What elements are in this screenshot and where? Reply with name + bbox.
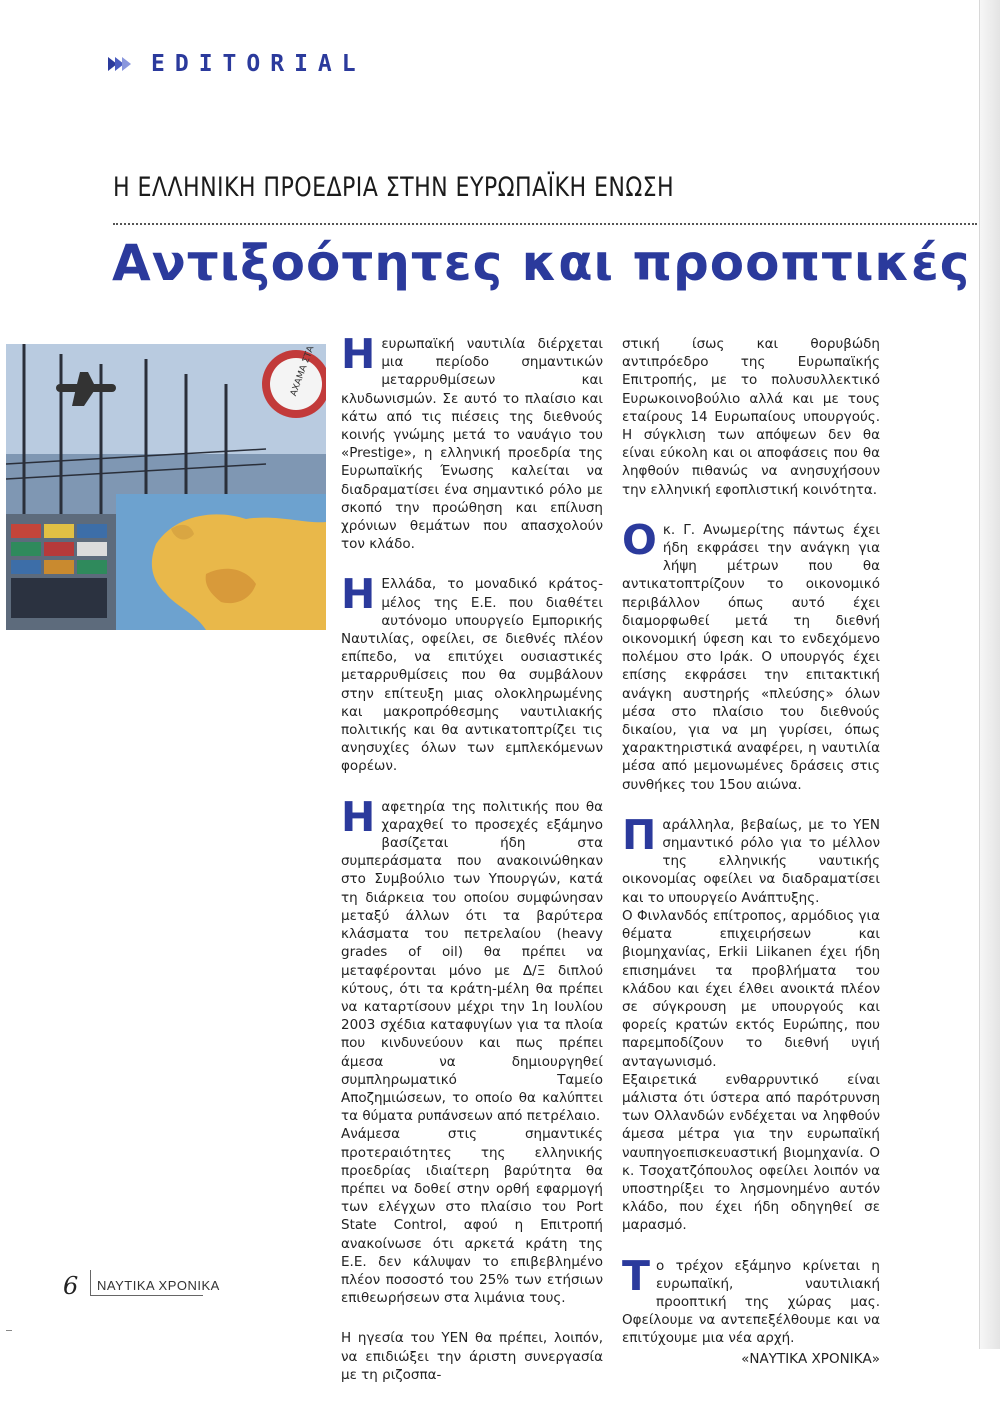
signature: «ΝΑΥΤΙΚΑ ΧΡΟΝΙΚΑ» <box>741 1350 880 1367</box>
kicker-title: Η ΕΛΛΗΝΙΚΗ ΠΡΟΕΔΡΙΑ ΣΤΗΝ ΕΥΡΩΠΑΪΚΗ ΕΝΩΣΗ <box>113 172 675 203</box>
drop-cap: Ο <box>622 515 657 564</box>
arrow-icon <box>122 57 131 71</box>
section-marker <box>108 51 366 77</box>
paragraph: Ανάμεσα στις σημαντικές προτεραιότητες της ελληνικής προεδρίας ιδιαίτερη βαρύτητα θα πρέπει να δοθεί στην ορθή εφαρμογή των ελέγχων στο πλαίσιο του Port State Control, αφού η Επιτροπή ανακοίνωσε ότι αρκετά κράτη της Ε.Ε. δεν κάλυψαν το επιβεβλημένο πλέον ποσοστό του 25% των ετήσιων επιθεωρήσεων στα λιμάνια τους. <box>341 1126 603 1307</box>
page-number: 6 <box>63 1272 79 1300</box>
drop-cap: Η <box>341 570 376 619</box>
divider <box>113 223 977 225</box>
drop-cap: Η <box>341 330 376 378</box>
paragraph: Ο Φινλανδός επίτροπος, αρμόδιος για θέματα επιχειρήσεων και βιομηχανίας, Erkii Liikanen έχει ήδη επισημάνει τα προβλήματα του κλάδου και έχει έλθει ανοικτά πλέον σε σύγκρουση με υπουργούς και φορείς κρατών εκτός Ευρώπης, που παρεμποδίζουν το διεθνή υγιή ανταγωνισμό. <box>622 907 880 1070</box>
paragraph: Ηαφετηρία της πολιτικής που θα χαραχθεί το προσεχές εξάμηνο βασίζεται ήδη στα συμπεράσματα που ανακοινώθηκαν στο Συμβούλιο των Υπουργών, κατά τη διάρκεια του οποίου συμφώνησαν μεταξύ άλλων ότι τα βαρύτερα κλάσματα του πετρελαίου (heavy grades of oil) θα πρέπει να μεταφέρονται μόνο με Δ/Ξ διπλού κύτους, ότι τα κράτη-μέλη θα πρέπει να καταρτίσουν μέχρι την 1η Ιουλίου 2003 σχέδια καταφυγίων για τα πλοία που κινδυνεύουν και πως πρέπει άμεσα να δημιουργηθεί συμπληρωματικό Ταμείο Αποζημιώσεων, το οποίο θα καλύπτει τα θύματα ρυπάνσεων από πετρέλαιο. <box>341 792 603 1125</box>
paragraph: Παράλληλα, βεβαίως, με το ΥΕΝ σημαντικό ρόλο για το μέλλον της ελληνικής ναυτικής οικονομίας οφείλει να διαδραματίσει και το υπουργείο Ανάπτυξης. <box>622 810 880 906</box>
paragraph: Η ηγεσία του ΥΕΝ θα πρέπει, λοιπόν, να επιδιώξει την άριστη συνεργασία με τη ριζοσπα- <box>341 1330 603 1383</box>
footer-divider <box>90 1295 203 1296</box>
drop-cap: Η <box>341 792 376 841</box>
paragraph: Ηευρωπαϊκή ναυτιλία διέρχεται μια περίοδο σημαντικών μεταρρυθμίσεων και κλυδωνισμών. Σε αυτό το πλαίσιο και κάτω από τις πιέσεις της διεθνούς κοινής γνώμης μετά το ναυάγιο του «Prestige», η ελληνική προεδρία της Ευρωπαϊκής Ένωσης καλείται να διαδραματίσει ένα σημαντικό ρόλο με σκοπό την προώθηση και επίλυση χρόνιων θεμάτων που απασχολούν τον κλάδο. <box>341 330 603 553</box>
paragraph: Εξαιρετικά ενθαρρυντικό είναι μάλιστα ότι ύστερα από παρότρυνση των Ολλανδών ενδέχεται να ληφθούν άμεσα μέτρα για την ευρωπαϊκή ναυπηγοεπισκευαστική βιομηχανία. Ο κ. Τσοχατζόπουλος οφείλει λοιπόν να υποστηρίξει το λησμονημένο αυτόν κλάδο, που έχει ήδη οδηγηθεί σε μαρασμό. <box>622 1071 880 1234</box>
article-column-1 <box>341 330 603 1406</box>
paragraph: Η Ελλάδα, το μοναδικό κράτος-μέλος της Ε.Ε. που διαθέτει αυτόνομο υπουργείο Εμπορικής Ναυτιλίας, οφείλει, σε διεθνές πλέον επίπεδο, να επιτύχει ουσιαστικές μεταρρυθμίσεις που θα συμβάλουν στην επίτευξη μιας ολοκληρωμένης και μακροπρόθεσμης ναυτιλιακής πολιτικής και θα αντικατοπτρίζει τις ανησυχίες όλων των εμπλεκόμενων φορέων. <box>341 570 603 775</box>
paragraph: στική ίσως και θορυβώδη αντιπρόεδρο της Ευρωπαϊκής Επιτροπής, με το πολυσυλλεκτικό Ευρωκοινοβούλιο αλλά και με τους εταίρους 14 Ευρωπαίους υπουργούς. Η σύγκλιση των απόψεων δεν θα είναι εύκολη και οι αποφάσεις που θα ληφθούν πιθανώς να ανησυχήσουν την ελληνική εφοπλιστική κοινότητα. <box>622 336 880 498</box>
article-column-2 <box>622 335 880 1368</box>
drop-cap: Τ <box>622 1251 650 1300</box>
footer-magazine-name: ΝΑΥΤΙΚΑ ΧΡΟΝΙΚΑ <box>97 1278 220 1293</box>
crop-mark <box>6 1330 12 1331</box>
page-title: Αντιξοότητες και προοπτικές <box>112 234 971 292</box>
footer-divider <box>90 1270 91 1296</box>
sign-text: ΑΧΑΜΑ ΣΤΑ <box>289 344 317 398</box>
paragraph: Οκ. Γ. Ανωμερίτης πάντως έχει ήδη εκφράσει την ανάγκη για λήψη μέτρων που θα αντικατοπτρίζουν το οικονομικό περιβάλλον όπως αυτό έχει διαμορφωθεί μετά τη διεθνή οικονομική ύφεση και το ενδεχόμενο πολέμου στο Ιράκ. Ο υπουργός έχει επίσης εκφράσει την επιτακτική ανάγκη αυστηρής «πλεύσης» όλων μέσα στο πλαίσιο του διεθνούς δικαίου, για να μη γυρίσει, όπως χαρακτηριστικά αναφέρει, η ναυτιλία μέσα από μεμονωμένες δράσεις στις συνθήκες του 15ου αιώνα. <box>622 515 880 793</box>
drop-cap: Π <box>622 810 657 859</box>
paragraph: Το τρέχον εξάμηνο κρίνεται η ευρωπαϊκή, ναυτιλιακή προοπτική της χώρας μας. Οφείλουμε να αντεπεξέλθουμε και να επιτύχουμε μια νέα αρχή. <box>622 1251 880 1347</box>
page-edge <box>979 0 1000 1349</box>
section-label: EDITORIAL <box>151 51 366 77</box>
collage-illustration <box>6 344 326 630</box>
photo-collage <box>6 344 326 630</box>
